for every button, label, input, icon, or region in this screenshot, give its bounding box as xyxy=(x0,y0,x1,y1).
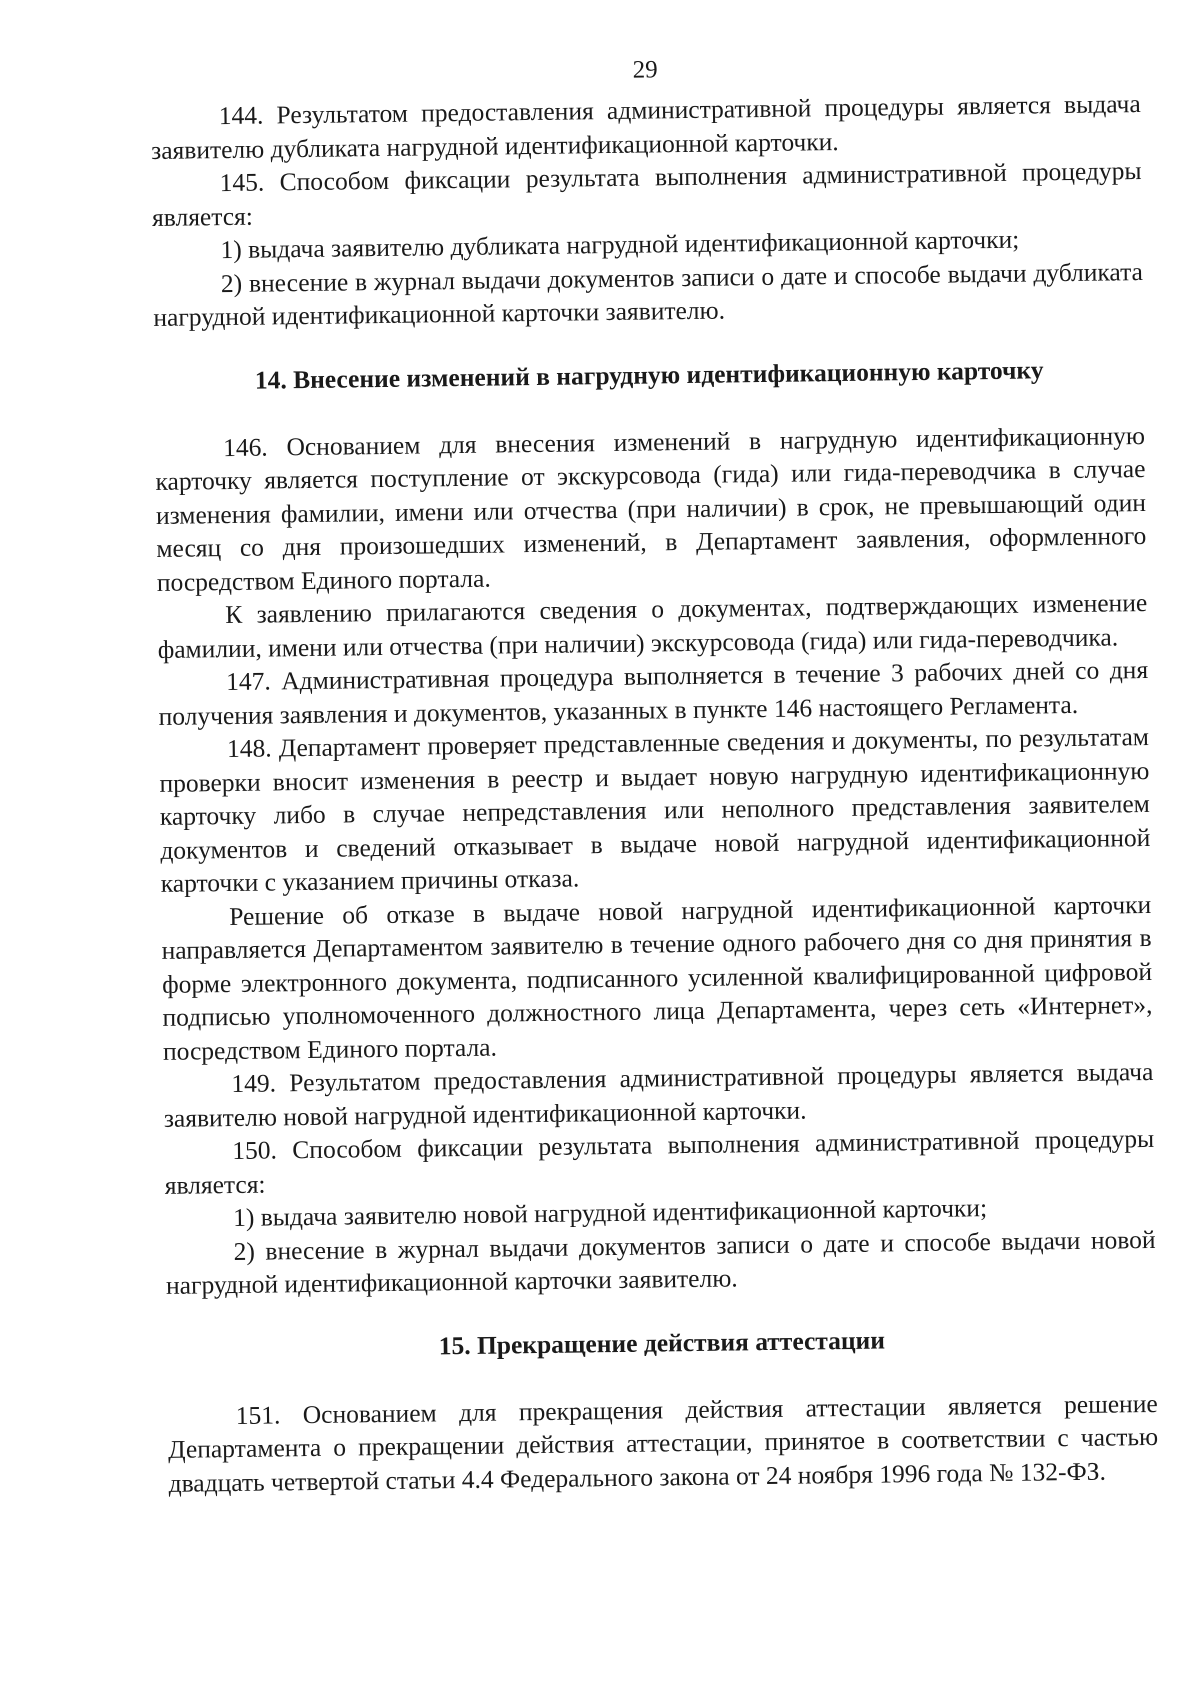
paragraph-146: 146. Основанием для внесения изменений в нагрудную идентификационную карточку является поступление от экскурсовода (гида) или гида-переводчика в случае изменения фамилии, имени или отчества (при наличии) в срок, не превышающий один месяц со дня произошедших изменений, в Департамент заявления, оформленного посредством Единого портала. xyxy=(155,420,1147,597)
paragraph-144: 144. Результатом предоставления административной процедуры является выдача заявителю дубликата нагрудной идентификационной карточки. xyxy=(150,89,1141,165)
paragraph-151: 151. Основанием для прекращения действия аттестации является решение Департамента о прекращении действия аттестации, принятое в соответствии с частью двадцать четвертой статьи 4.4 Федерального закона от 24 ноября 1996 года № 132-ФЗ. xyxy=(167,1388,1159,1498)
paragraph-148-refusal: Решение об отказе в выдаче новой нагрудной идентификационной карточки направляется Департаментом заявителю в течение одного рабочего дня со дня принятия в форме электронного документа, подписанного усиленной квалифицированной цифровой подписью уполномоченного должностного лица Департамента, через сеть «Интернет», посредством Единого портала. xyxy=(161,889,1153,1066)
page-number: 29 xyxy=(632,56,658,84)
document-page xyxy=(150,47,1159,1500)
list-item-150-2: 2) внесение в журнал выдачи документов записи о дате и способе выдачи новой нагрудной идентификационной карточки заявителю. xyxy=(165,1224,1156,1300)
paragraph-145: 145. Способом фиксации результата выполнения административной процедуры является: xyxy=(151,156,1142,232)
paragraph-148: 148. Департамент проверяет представленные сведения и документы, по результатам проверки вносит изменения в реестр и выдает новую нагрудную идентификационную карточку либо в случае непредставления или неполного представления заявителем документов и сведений отказывает в выдаче новой нагрудной идентификационной карточки с указанием причины отказа. xyxy=(159,721,1151,898)
section-heading-15: 15. Прекращение действия аттестации xyxy=(438,1324,886,1360)
section-heading-14: 14. Внесение изменений в нагрудную идентификационную карточку xyxy=(254,354,1044,395)
list-item-145-2: 2) внесение в журнал выдачи документов записи о дате и способе выдачи дубликата нагрудной идентификационной карточки заявителю. xyxy=(153,256,1144,332)
list-item-150-1: 1) выдача заявителю новой нагрудной идентификационной карточки; xyxy=(232,1193,988,1233)
paragraph-149: 149. Результатом предоставления административной процедуры является выдача заявителю новой нагрудной идентификационной карточки. xyxy=(163,1056,1154,1133)
paragraph-150: 150. Способом фиксации результата выполнения административной процедуры является: xyxy=(164,1123,1155,1200)
list-item-145-1: 1) выдача заявителю дубликата нагрудной идентификационной карточки; xyxy=(220,224,1020,265)
paragraph-147: 147. Административная процедура выполняется в течение 3 рабочих дней со дня получения заявления и документов, указанных в пункте 146 настоящего Регламента. xyxy=(158,654,1149,731)
paragraph-146-attachment: К заявлению прилагаются сведения о документах, подтверждающих изменение фамилии, имени или отчества (при наличии) экскурсовода (гида) или гида-переводчика. xyxy=(157,587,1148,664)
